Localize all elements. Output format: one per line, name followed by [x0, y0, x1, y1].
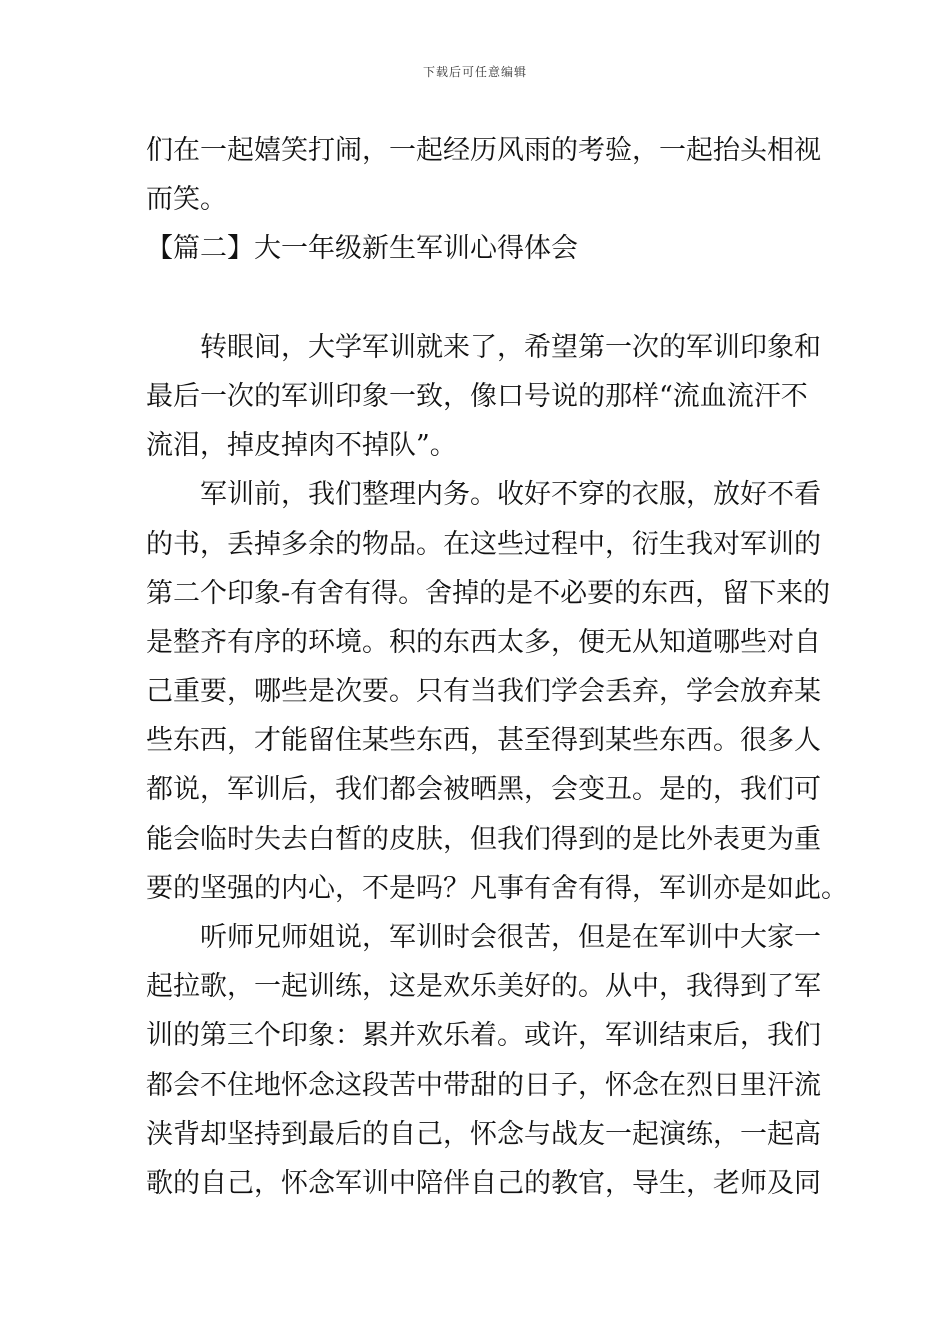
text-line: 最后一次的军训印象一致，像口号说的那样“流血流汗不	[146, 380, 808, 412]
text-line: 能会临时失去白皙的皮肤，但我们得到的是比外表更为重	[146, 823, 821, 855]
text-line: 们在一起嬉笑打闹，一起经历风雨的考验，一起抬头相视	[146, 135, 821, 166]
text-line: 都说，军训后，我们都会被晒黑，会变丑。是的，我们可	[146, 774, 821, 806]
section-heading: 【篇二】大一年级新生军训心得体会	[146, 233, 578, 265]
text-line: 己重要，哪些是次要。只有当我们学会丢弃，学会放弃某	[146, 676, 821, 708]
page-header: 下载后可任意编辑	[422, 65, 527, 79]
text-line: 而笑。	[146, 184, 227, 216]
text-line: 浃背却坚持到最后的自己，怀念与战友一起演练，一起高	[146, 1118, 821, 1150]
text-line: 歌的自己，怀念军训中陪伴自己的教官，导生，老师及同	[146, 1167, 821, 1199]
text-line: 都会不住地怀念这段苦中带甜的日子，怀念在烈日里汗流	[146, 1069, 821, 1101]
text-line: 要的坚强的内心，不是吗？凡事有舍有得，军训亦是如此。	[146, 872, 848, 904]
text-line: 听师兄师姐说，军训时会很苦，但是在军训中大家一	[200, 922, 821, 953]
text-line: 流泪，掉皮掉肉不掉队”。	[146, 430, 457, 462]
text-line: 第二个印象-有舍有得。舍掉的是不必要的东西，留下来的	[146, 577, 831, 609]
blank-line	[146, 274, 810, 323]
text-line: 的书，丢掉多余的物品。在这些过程中，衍生我对军训的	[146, 528, 821, 560]
text-line: 军训前，我们整理内务。收好不穿的衣服，放好不看	[200, 479, 821, 511]
document-body	[146, 126, 848, 1208]
text-line: 些东西，才能留住某些东西，甚至得到某些东西。很多人	[146, 725, 821, 757]
text-line: 训的第三个印象：累并欢乐着。或许，军训结束后，我们	[146, 1020, 821, 1052]
text-line: 起拉歌，一起训练，这是欢乐美好的。从中，我得到了军	[146, 971, 821, 1003]
text-line: 转眼间，大学军训就来了，希望第一次的军训印象和	[200, 331, 821, 363]
text-line: 是整齐有序的环境。积的东西太多，便无从知道哪些对自	[146, 626, 821, 658]
